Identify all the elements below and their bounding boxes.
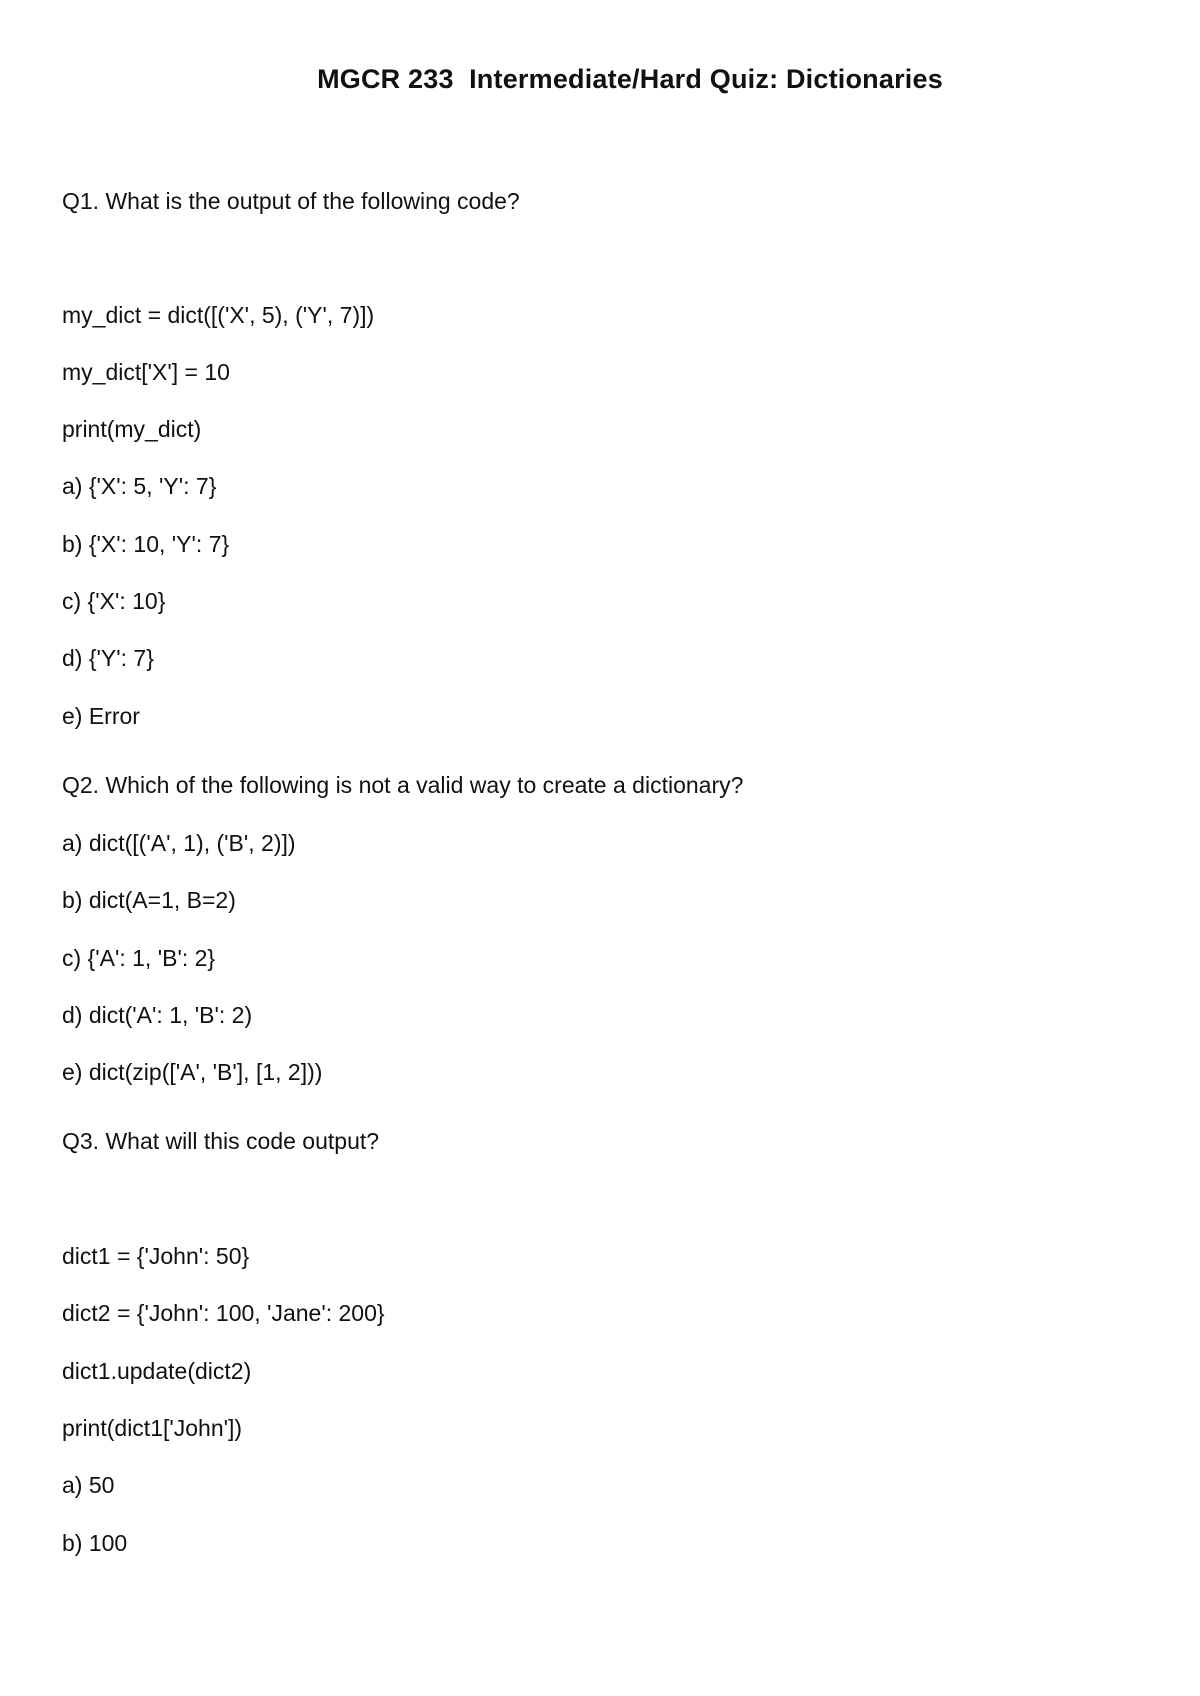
q3-code-line: dict1.update(dict2) <box>62 1358 252 1384</box>
q2-option-e: e) dict(zip(['A', 'B'], [1, 2])) <box>62 1059 323 1085</box>
q2-option-c: c) {'A': 1, 'B': 2} <box>62 945 216 971</box>
q3-option-b: b) 100 <box>62 1530 128 1556</box>
q1-question: Q1. What is the output of the following code? <box>62 188 520 214</box>
q3-question: Q3. What will this code output? <box>62 1128 380 1154</box>
q1-code-line: print(my_dict) <box>62 416 202 442</box>
page-title: MGCR 233 Intermediate/Hard Quiz: Dictionaries <box>317 64 943 94</box>
q1-code-line: my_dict['X'] = 10 <box>62 359 230 385</box>
q3-code-line: print(dict1['John']) <box>62 1415 243 1441</box>
q2-option-a: a) dict([('A', 1), ('B', 2)]) <box>62 830 296 856</box>
q3-code-line: dict1 = {'John': 50} <box>62 1243 250 1269</box>
q1-option-e: e) Error <box>62 703 140 729</box>
q1-option-c: c) {'X': 10} <box>62 588 166 614</box>
q2-option-d: d) dict('A': 1, 'B': 2) <box>62 1002 253 1028</box>
q1-option-a: a) {'X': 5, 'Y': 7} <box>62 473 217 499</box>
q3-option-a: a) 50 <box>62 1472 115 1498</box>
q2-question: Q2. Which of the following is not a valid way to create a dictionary? <box>62 772 744 798</box>
q2-option-b: b) dict(A=1, B=2) <box>62 887 236 913</box>
q1-option-d: d) {'Y': 7} <box>62 645 154 671</box>
q1-code-line: my_dict = dict([('X', 5), ('Y', 7)]) <box>62 302 375 328</box>
q3-code-line: dict2 = {'John': 100, 'Jane': 200} <box>62 1300 385 1326</box>
q1-option-b: b) {'X': 10, 'Y': 7} <box>62 531 230 557</box>
